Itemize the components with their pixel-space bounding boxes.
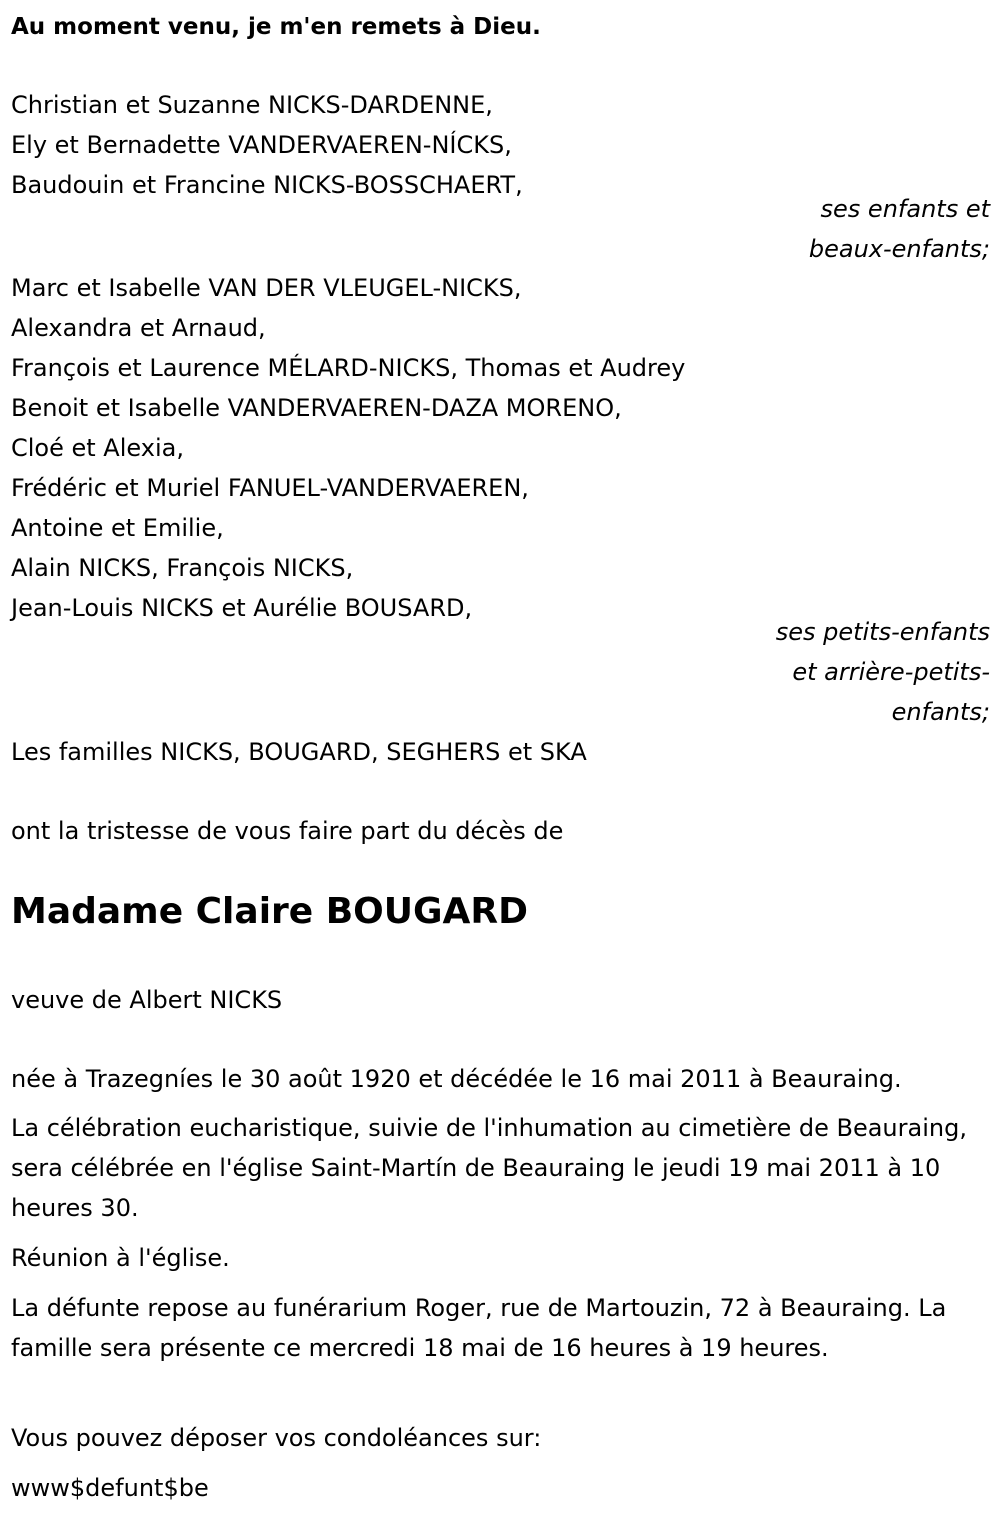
children-role-line-2: beaux-enfants; xyxy=(808,235,990,263)
children-line-1: Christian et Suzanne NICKS-DARDENNE, xyxy=(11,91,493,119)
ceremony-paragraph: La célébration eucharistique, suivie de l'inhumation au cimetière de Beauraing, sera célébrée en l'église Saint-Martín de Beauraing le jeudi 19 mai 2011 à 10 heures 30. xyxy=(11,1114,967,1222)
condolences-paragraph: Vous pouvez déposer vos condoléances sur: xyxy=(11,1424,542,1452)
motto: Au moment venu, je m'en remets à Dieu. xyxy=(11,14,541,40)
website-link[interactable]: www$defunt$be xyxy=(11,1474,209,1502)
grandchildren-line-8: Alain NICKS, François NICKS, xyxy=(11,554,354,582)
grandchildren-line-3: François et Laurence MÉLARD-NICKS, Thomas et Audrey xyxy=(11,354,686,382)
gathering-paragraph: Réunion à l'église. xyxy=(11,1244,230,1272)
grandchildren-line-9: Jean-Louis NICKS et Aurélie BOUSARD, xyxy=(11,594,473,622)
grandchildren-line-7: Antoine et Emilie, xyxy=(11,514,224,542)
children-role-line-1: ses enfants et xyxy=(820,195,990,223)
grandchildren-role-line-1: ses petits-enfants xyxy=(775,618,990,646)
grandchildren-role-line-2: et arrière-petits- xyxy=(792,658,990,686)
grandchildren-line-1: Marc et Isabelle VAN DER VLEUGEL-NICKS, xyxy=(11,274,522,302)
grandchildren-line-4: Benoit et Isabelle VANDERVAEREN-DAZA MORENO, xyxy=(11,394,622,422)
funerarium-paragraph: La défunte repose au funérarium Roger, rue de Martouzin, 72 à Beauraing. La famille sera présente ce mercredi 18 mai de 16 heures à 19 heures. xyxy=(11,1294,947,1362)
families-line: Les familles NICKS, BOUGARD, SEGHERS et SKA xyxy=(11,738,587,766)
announcement: ont la tristesse de vous faire part du décès de xyxy=(11,817,564,845)
children-line-2: Ely et Bernadette VANDERVAEREN-NÍCKS, xyxy=(11,131,512,159)
grandchildren-line-2: Alexandra et Arnaud, xyxy=(11,314,266,342)
birth-death: née à Trazegníes le 30 août 1920 et décédée le 16 mai 2011 à Beauraing. xyxy=(11,1065,902,1093)
grandchildren-role-line-3: enfants; xyxy=(891,698,990,726)
widow-of: veuve de Albert NICKS xyxy=(11,986,283,1014)
children-line-3: Baudouin et Francine NICKS-BOSSCHAERT, xyxy=(11,171,523,199)
grandchildren-line-6: Frédéric et Muriel FANUEL-VANDERVAEREN, xyxy=(11,474,529,502)
deceased-name: Madame Claire BOUGARD xyxy=(11,891,529,932)
grandchildren-line-5: Cloé et Alexia, xyxy=(11,434,184,462)
